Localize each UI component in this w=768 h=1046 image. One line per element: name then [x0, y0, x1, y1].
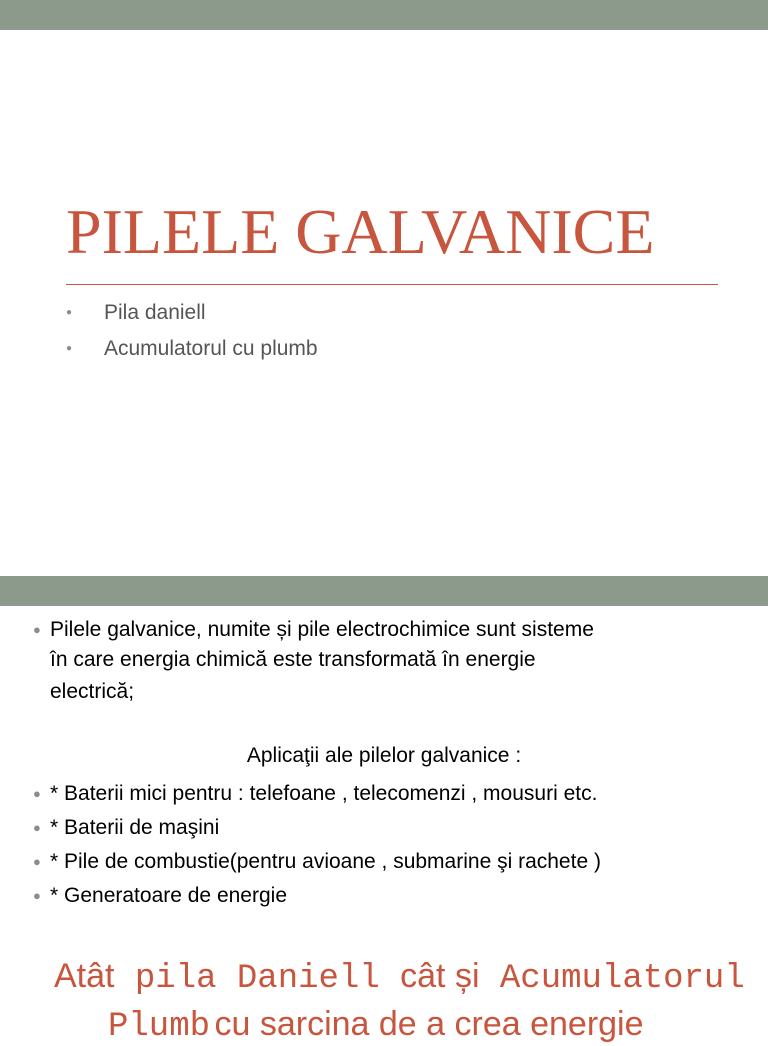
bullet-icon: ● [33, 820, 41, 835]
bullet-text: Pila daniell [104, 301, 206, 324]
bottom-statement [54, 958, 745, 998]
bottom-text-part: cât și [400, 957, 480, 995]
slide-separator-band [0, 576, 768, 606]
intro-line: în care energia chimică este transformată în energie [50, 648, 536, 671]
bottom-statement-cont [108, 1006, 644, 1046]
bottom-text-part: Atât [54, 957, 115, 995]
bullet-icon: ● [33, 888, 41, 903]
bottom-text-part: pila Daniell [114, 960, 401, 998]
bullet-icon: ● [66, 307, 73, 318]
intro-line: electrică; [50, 680, 135, 703]
application-item: * Baterii mici pentru : telefoane , telecomenzi , mousuri etc. [50, 782, 598, 805]
top-band [0, 0, 768, 30]
bullet-icon: ● [33, 786, 41, 801]
bottom-text-part: Plumb [108, 1008, 211, 1046]
title-underline [66, 284, 718, 285]
bullet-icon: ● [33, 622, 41, 637]
applications-heading: Aplicaţii ale pilelor galvanice : [246, 744, 522, 767]
application-item: * Baterii de maşini [50, 816, 220, 839]
slide-title: PILELE GALVANICE [66, 196, 655, 267]
intro-line: Pilele galvanice, numite și pile electrochimice sunt sisteme [50, 618, 594, 641]
bullet-icon: ● [33, 854, 41, 869]
bullet-icon: ● [66, 343, 73, 354]
application-item: * Pile de combustie(pentru avioane , submarine şi rachete ) [50, 850, 601, 873]
application-item: * Generatoare de energie [50, 884, 287, 907]
bullet-text: Acumulatorul cu plumb [104, 337, 318, 360]
bottom-text-part: cu sarcina de a crea energie [214, 1005, 644, 1043]
bottom-text-part: Acumulatorul [479, 960, 745, 998]
